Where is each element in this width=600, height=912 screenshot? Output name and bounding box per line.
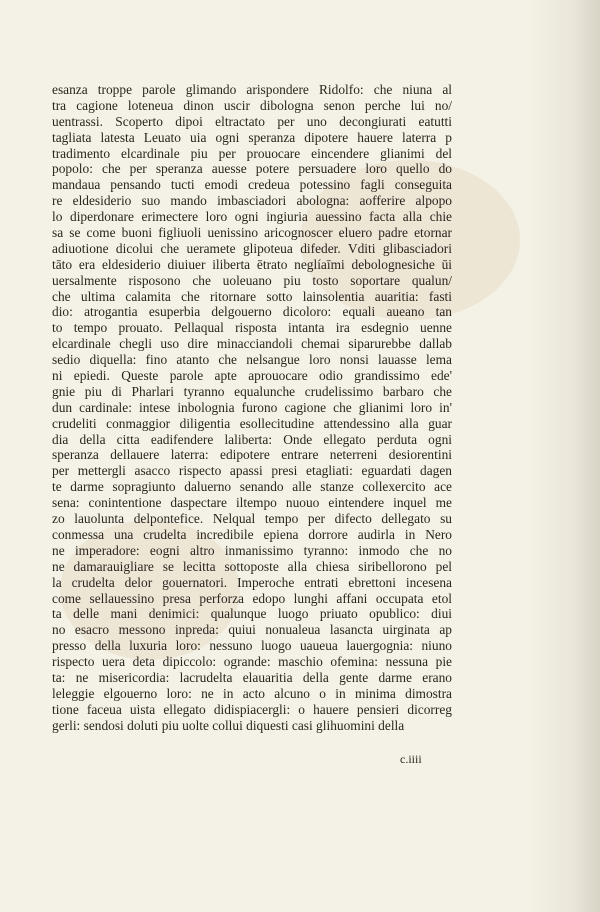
text-line: crudeliti conmaggior diligentia esollecitudine attendessino alla guar bbox=[52, 415, 452, 431]
text-line: tione faceua uista ellegato didispiacergli: o hauere pensieri dicorreg bbox=[52, 701, 452, 717]
text-line: esanza troppe parole glimando arispondere Ridolfo: che niuna al bbox=[52, 82, 452, 97]
page-edge-shadow bbox=[530, 0, 600, 912]
text-line: dio: atrogantia esuperbia delgouerno dicoloro: equali aueano tan bbox=[52, 304, 452, 320]
text-line: come sellauessino presa perforza edopo lunghi affani occupata etol bbox=[52, 590, 452, 606]
text-line: dia della citta eadifendere laliberta: Onde ellegato perduta ogni bbox=[52, 431, 452, 447]
text-line: uentrassi. Scoperto dipoi eltractato per uno decongiurati eatutti bbox=[52, 113, 452, 129]
body-text bbox=[52, 82, 452, 734]
text-line: elcardinale chegli uso dire minacciandoli chemai siparurebbe dallab bbox=[52, 336, 452, 352]
text-line: no esacro messono inpreda: quiui nonualeua lasancta uirginata ap bbox=[52, 622, 452, 638]
text-line: presso della luxuria loro: nessuno luogo uaueua lauergognia: niuno bbox=[52, 638, 452, 654]
text-line: ta: ne misericordia: lacrudelta elauaritia della gente darme erano bbox=[52, 669, 452, 685]
text-line: ne imperadore: eogni altro inmanissimo tyranno: inmodo che no bbox=[52, 542, 452, 558]
text-line: zo lauolunta delpontefice. Nelqual tempo per difecto dellegato su bbox=[52, 511, 452, 527]
text-line: rispecto uera deta dipiccolo: ogrande: maschio ofemina: nessuna pie bbox=[52, 654, 452, 670]
text-line: per mettergli asacco rispecto apassi presi etagliati: eguardati dagen bbox=[52, 463, 452, 479]
text-line: che ultima calamita che ritornare sotto lainsolentia auaritia: fasti bbox=[52, 288, 452, 304]
text-line: gerli: sendosi doluti piu uolte collui diquesti casi glihuomini della bbox=[52, 717, 405, 733]
text-line: adiuotione dicolui che ueramete glipoteua difeder. Vditi glibasciadori bbox=[52, 240, 452, 256]
text-line: tradimento elcardinale piu per prouocare eincendere glianimi del bbox=[52, 145, 452, 161]
text-line: mandaua pensando tucti emodi credeua potessino fagli conseguita bbox=[52, 177, 452, 193]
text-line: leleggie elgouerno loro: ne in acto alcuno o in minima dimostra bbox=[52, 685, 452, 701]
text-line: la crudelta delor gouernatori. Imperoche entrati ebrettoni incesena bbox=[52, 574, 452, 590]
text-line: uersalmente risposono che uoleuano piu tosto soportare qualun/ bbox=[52, 272, 452, 288]
text-line: conmessa una crudelta incredibile epiena dorrore audirla in Nero bbox=[52, 526, 452, 542]
text-line: tra cagione loteneua dinon uscir dibologna senon perche lui no/ bbox=[52, 97, 452, 113]
text-line: tagliata latesta Leuato uia ogni speranza dipotere hauere laterra p bbox=[52, 129, 452, 145]
text-line: re eldesiderio suo mando imbasciadori abologna: aofferire alpopo bbox=[52, 193, 452, 209]
text-line: te darme sopragiunto daluerno senando alle stanze collexercito ace bbox=[52, 479, 452, 495]
signature-mark: c.iiii bbox=[400, 752, 422, 766]
text-line: sedio diquella: fino atanto che nelsangue loro nonsi lauasse lema bbox=[52, 352, 452, 368]
text-line: speranza dellauere laterra: edipotere entrare neterreni desiorentini bbox=[52, 447, 452, 463]
text-line: popolo: che per speranza auesse potere persuadere loro quello do bbox=[52, 161, 452, 177]
text-line: tāto era eldesiderio diuiuer iliberta ētrato neglíaīmi debolognesiche ūi bbox=[52, 256, 452, 272]
text-line: ne damarauigliare se lecitta sottoposte alla chiesa siribellorono pel bbox=[52, 558, 452, 574]
text-line: lo diperdonare erimectere loro ogni ingiuria auessino facta alla chie bbox=[52, 209, 452, 225]
text-line: dun cardinale: intese inbolognia furono cagione che glianimi loro in' bbox=[52, 399, 452, 415]
text-line: sena: conintentione daspectare iltempo nuouo eintendere inquel me bbox=[52, 495, 452, 511]
text-line: gnie piu di Pharlari tyranno equalunche crudelissimo barbaro che bbox=[52, 383, 452, 399]
text-line: to tempo prouato. Pellaqual risposta intanta ira esdegnio uenne bbox=[52, 320, 452, 336]
text-line: sa se come buoni figliuoli uenissino aricognoscer eluero padre etornar bbox=[52, 225, 452, 241]
text-line: ni epiedi. Queste parole apte aprouocare odio grandissimo ede' bbox=[52, 368, 452, 384]
text-line: ta delle mani denimici: qualunque luogo priuato opublico: diui bbox=[52, 606, 452, 622]
